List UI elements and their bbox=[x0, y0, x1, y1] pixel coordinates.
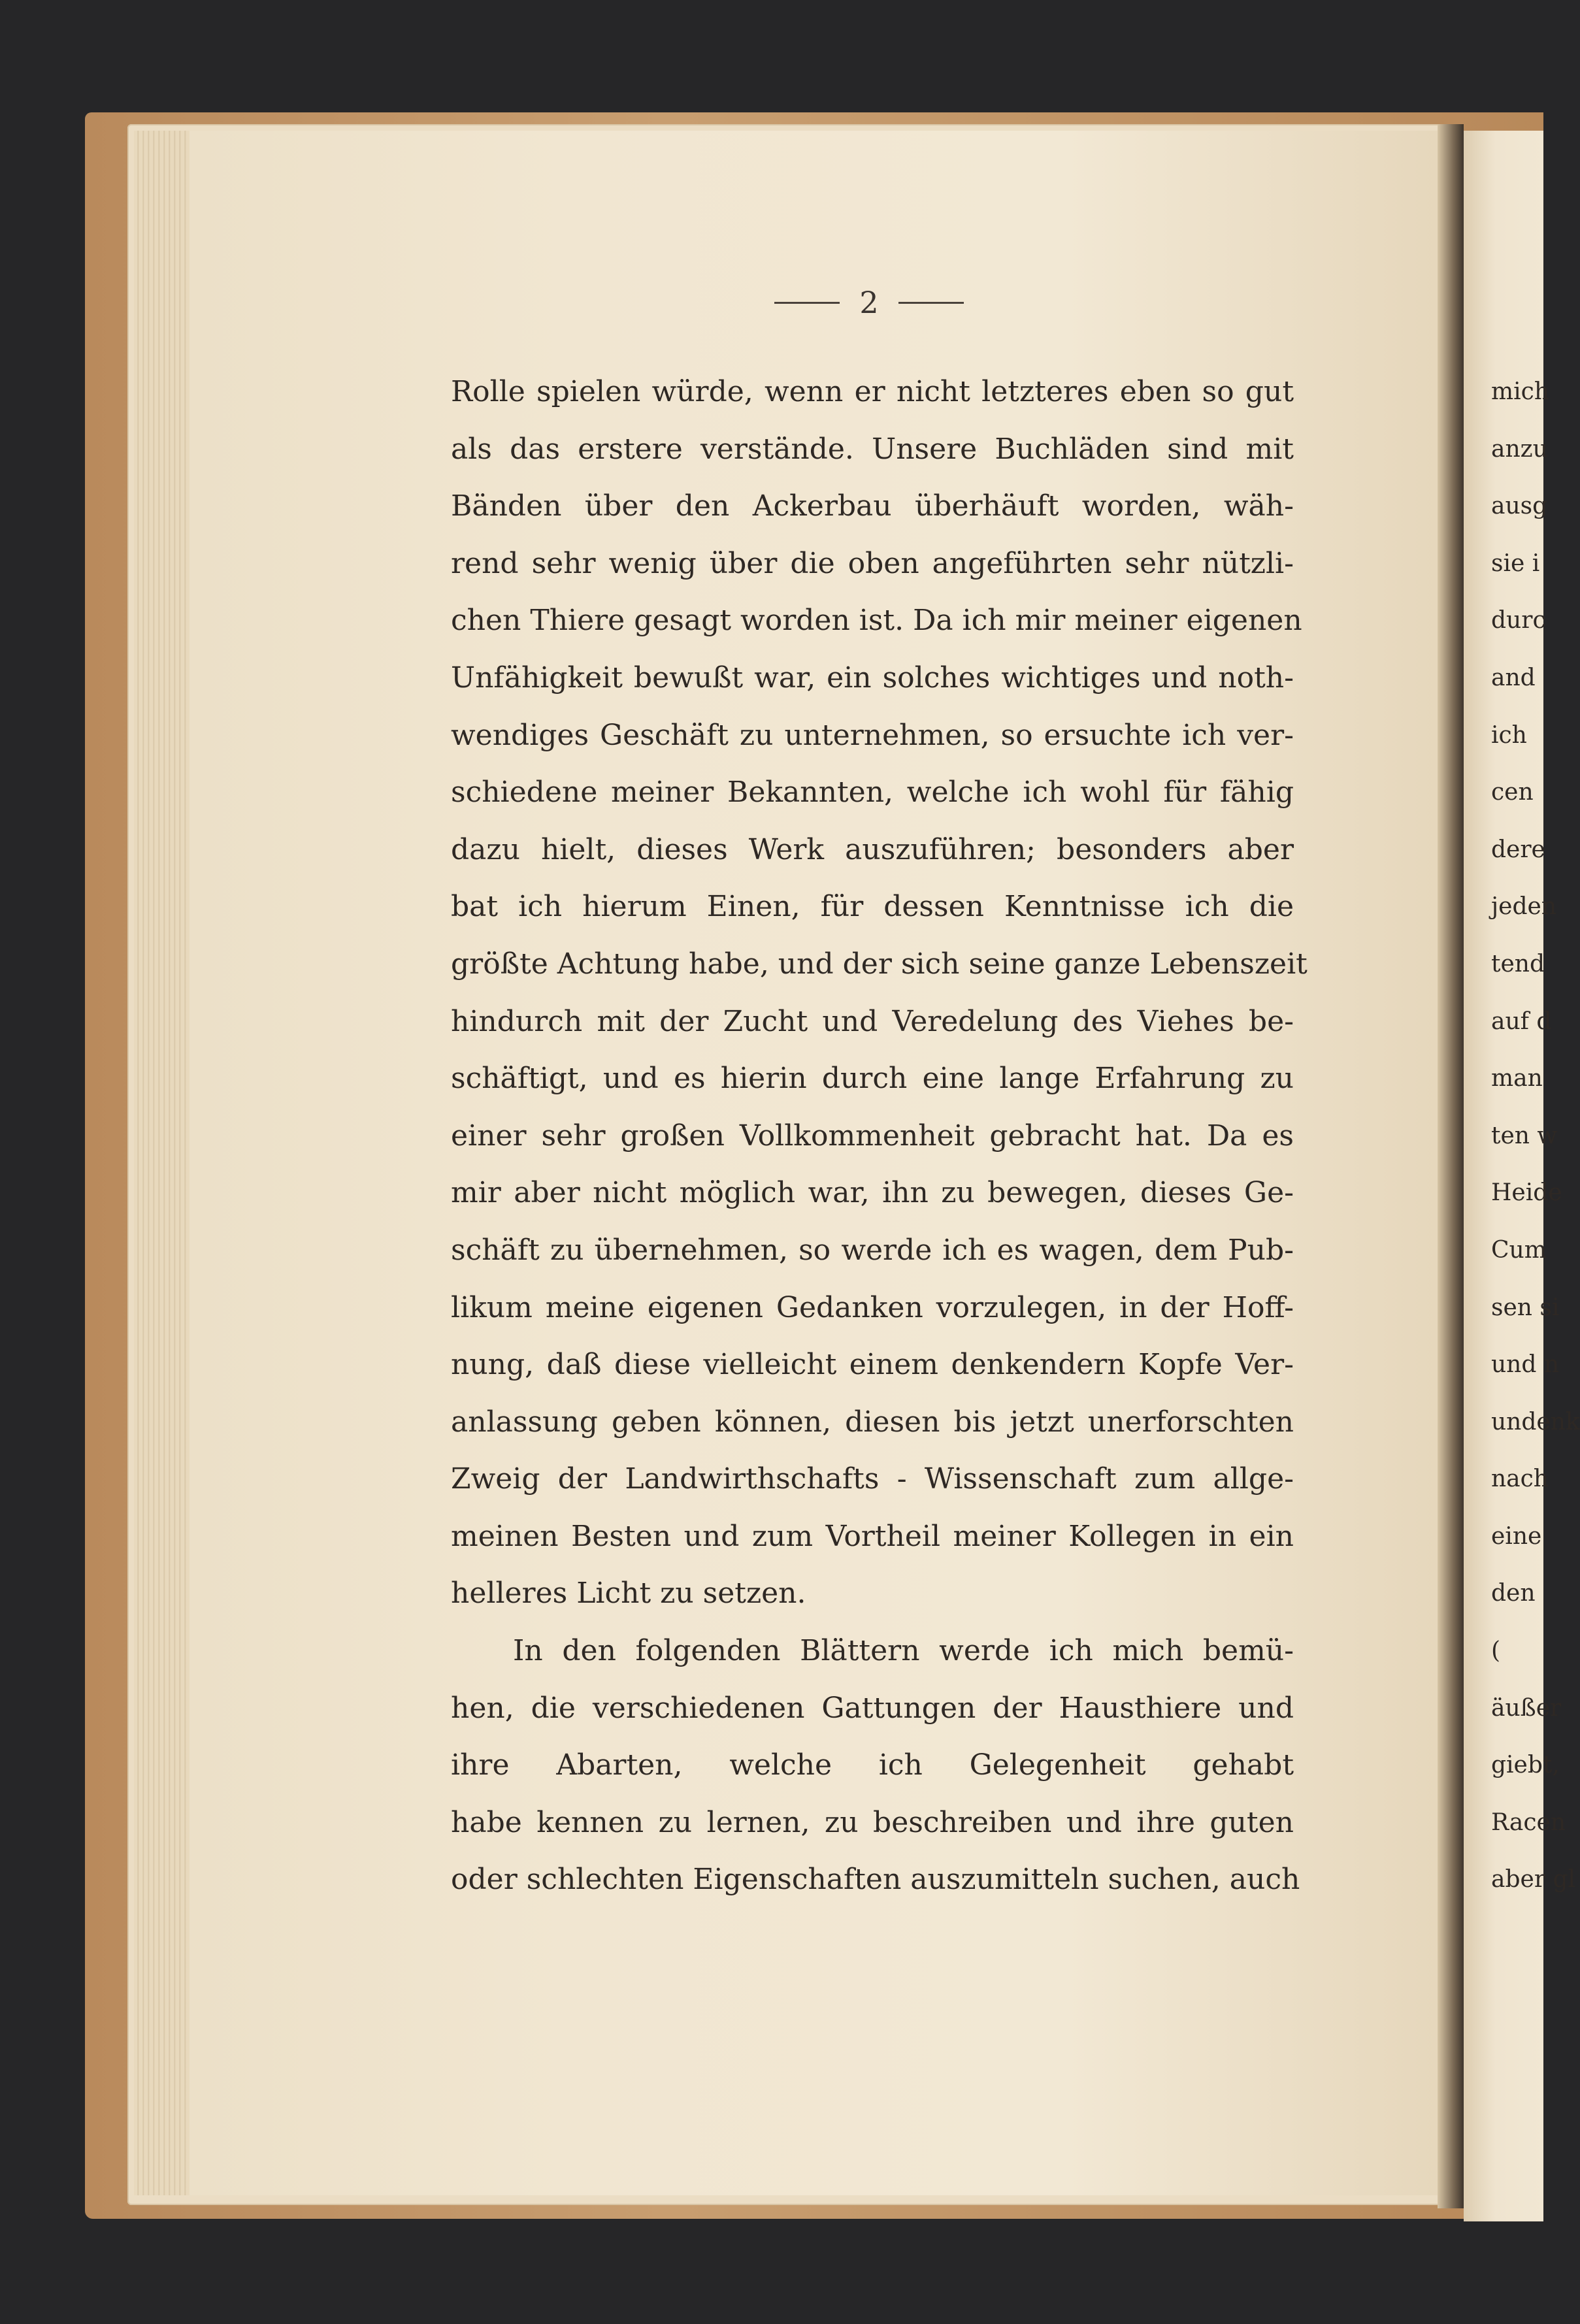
text-line: likum meine eigenen Gedanken vorzulegen, in der Hoff- bbox=[451, 1290, 1294, 1324]
text-line: bat ich hierum Einen, für dessen Kenntnisse ich die bbox=[451, 890, 1294, 924]
right-page-fragment: jeden bbox=[1491, 893, 1557, 921]
text-line: Unfähigkeit bewußt war, ein solches wichtiges und noth- bbox=[451, 661, 1294, 695]
page-header bbox=[748, 285, 990, 320]
right-page-fragment: ten w bbox=[1491, 1122, 1558, 1149]
right-page-fragment: and bbox=[1491, 664, 1536, 691]
text-line: dazu hielt, dieses Werk auszuführen; besonders aber bbox=[451, 832, 1294, 866]
right-page-fragment: anzu bbox=[1491, 435, 1548, 463]
text-line: helleres Licht zu setzen. bbox=[451, 1577, 806, 1611]
right-page-fragment: aber gl bbox=[1491, 1866, 1576, 1893]
text-line: chen Thiere gesagt worden ist. Da ich mir meiner eigenen bbox=[451, 604, 1302, 638]
text-line: Zweig der Landwirthschafts - Wissenschaft zum allge- bbox=[451, 1462, 1294, 1496]
right-page-fragment: ausg bbox=[1491, 493, 1548, 520]
text-line-paragraph-start: In den folgenden Blättern werde ich mich bemü- bbox=[513, 1634, 1294, 1668]
right-page-fragment: Heide bbox=[1491, 1179, 1562, 1207]
right-page-fragment: den bbox=[1491, 1580, 1536, 1607]
text-line: habe kennen zu lernen, zu beschreiben und ihre guten bbox=[451, 1805, 1294, 1839]
right-page-fragment: auf d bbox=[1491, 1007, 1552, 1035]
right-page-fragment: giebt, bbox=[1491, 1752, 1560, 1779]
text-line: wendiges Geschäft zu unternehmen, so ersuchte ich ver- bbox=[451, 718, 1294, 752]
page-number: 2 bbox=[859, 285, 879, 320]
text-line: ihre Abarten, welche ich Gelegenheit gehabt bbox=[451, 1748, 1294, 1782]
right-page-fragment: durc bbox=[1491, 607, 1546, 634]
right-page-fragment: ich bbox=[1491, 721, 1527, 749]
right-page-fragment: man bbox=[1491, 1065, 1543, 1092]
text-line: mir aber nicht möglich war, ihn zu bewegen, dieses Ge- bbox=[451, 1176, 1294, 1210]
right-page-fragment: tend bbox=[1491, 950, 1545, 977]
right-page-fragment: nach bbox=[1491, 1465, 1549, 1493]
header-rule-right bbox=[898, 302, 964, 304]
text-line: rend sehr wenig über die oben angeführten sehr nützli- bbox=[451, 546, 1294, 580]
header-rule-left bbox=[774, 302, 840, 304]
right-page-fragment: und n bbox=[1491, 1351, 1560, 1379]
text-line: schäft zu übernehmen, so werde ich es wagen, dem Pub- bbox=[451, 1233, 1294, 1267]
page-text bbox=[451, 363, 1308, 1908]
text-line: meinen Besten und zum Vortheil meiner Kollegen in ein bbox=[451, 1519, 1294, 1553]
right-page-fragment: Cum bbox=[1491, 1236, 1547, 1264]
book-gutter bbox=[1438, 124, 1464, 2208]
right-page-fragment: eine bbox=[1491, 1522, 1542, 1550]
text-line: oder schlechten Eigenschaften auszumitteln suchen, auch bbox=[451, 1863, 1300, 1897]
right-page-fragment: sie i bbox=[1491, 549, 1540, 577]
text-line: hindurch mit der Zucht und Veredelung des Viehes be- bbox=[451, 1004, 1294, 1038]
page-edges bbox=[134, 131, 193, 2195]
right-page-text bbox=[1491, 363, 1580, 1908]
text-line: schäftigt, und es hierin durch eine lange Erfahrung zu bbox=[451, 1062, 1294, 1096]
text-line: als das erstere verstände. Unsere Buchläden sind mit bbox=[451, 432, 1294, 466]
text-line: schiedene meiner Bekannten, welche ich wohl für fähig bbox=[451, 776, 1294, 810]
text-line: nung, daß diese vielleicht einem denkendern Kopfe Ver- bbox=[451, 1348, 1294, 1382]
right-page-fragment: cen bbox=[1491, 779, 1534, 806]
right-page-fragment: undenk bbox=[1491, 1408, 1580, 1435]
text-line: hen, die verschiedenen Gattungen der Hausthiere und bbox=[451, 1691, 1294, 1725]
right-page-fragment: dere bbox=[1491, 836, 1545, 863]
right-page-fragment: mich bbox=[1491, 378, 1549, 405]
text-line: Rolle spielen würde, wenn er nicht letzteres eben so gut bbox=[451, 375, 1294, 408]
right-page-fragment: ( bbox=[1491, 1637, 1501, 1665]
right-page-fragment: sen si bbox=[1491, 1294, 1560, 1321]
right-page-fragment: äußer bbox=[1491, 1694, 1562, 1722]
text-line: anlassung geben können, diesen bis jetzt unerforschten bbox=[451, 1405, 1294, 1439]
text-line: größte Achtung habe, und der sich seine ganze Lebenszeit bbox=[451, 947, 1308, 981]
text-line: Bänden über den Ackerbau überhäuft worden, wäh- bbox=[451, 489, 1294, 523]
text-line: einer sehr großen Vollkommenheit gebracht hat. Da es bbox=[451, 1119, 1294, 1153]
right-page-fragment: Racen bbox=[1491, 1808, 1566, 1836]
